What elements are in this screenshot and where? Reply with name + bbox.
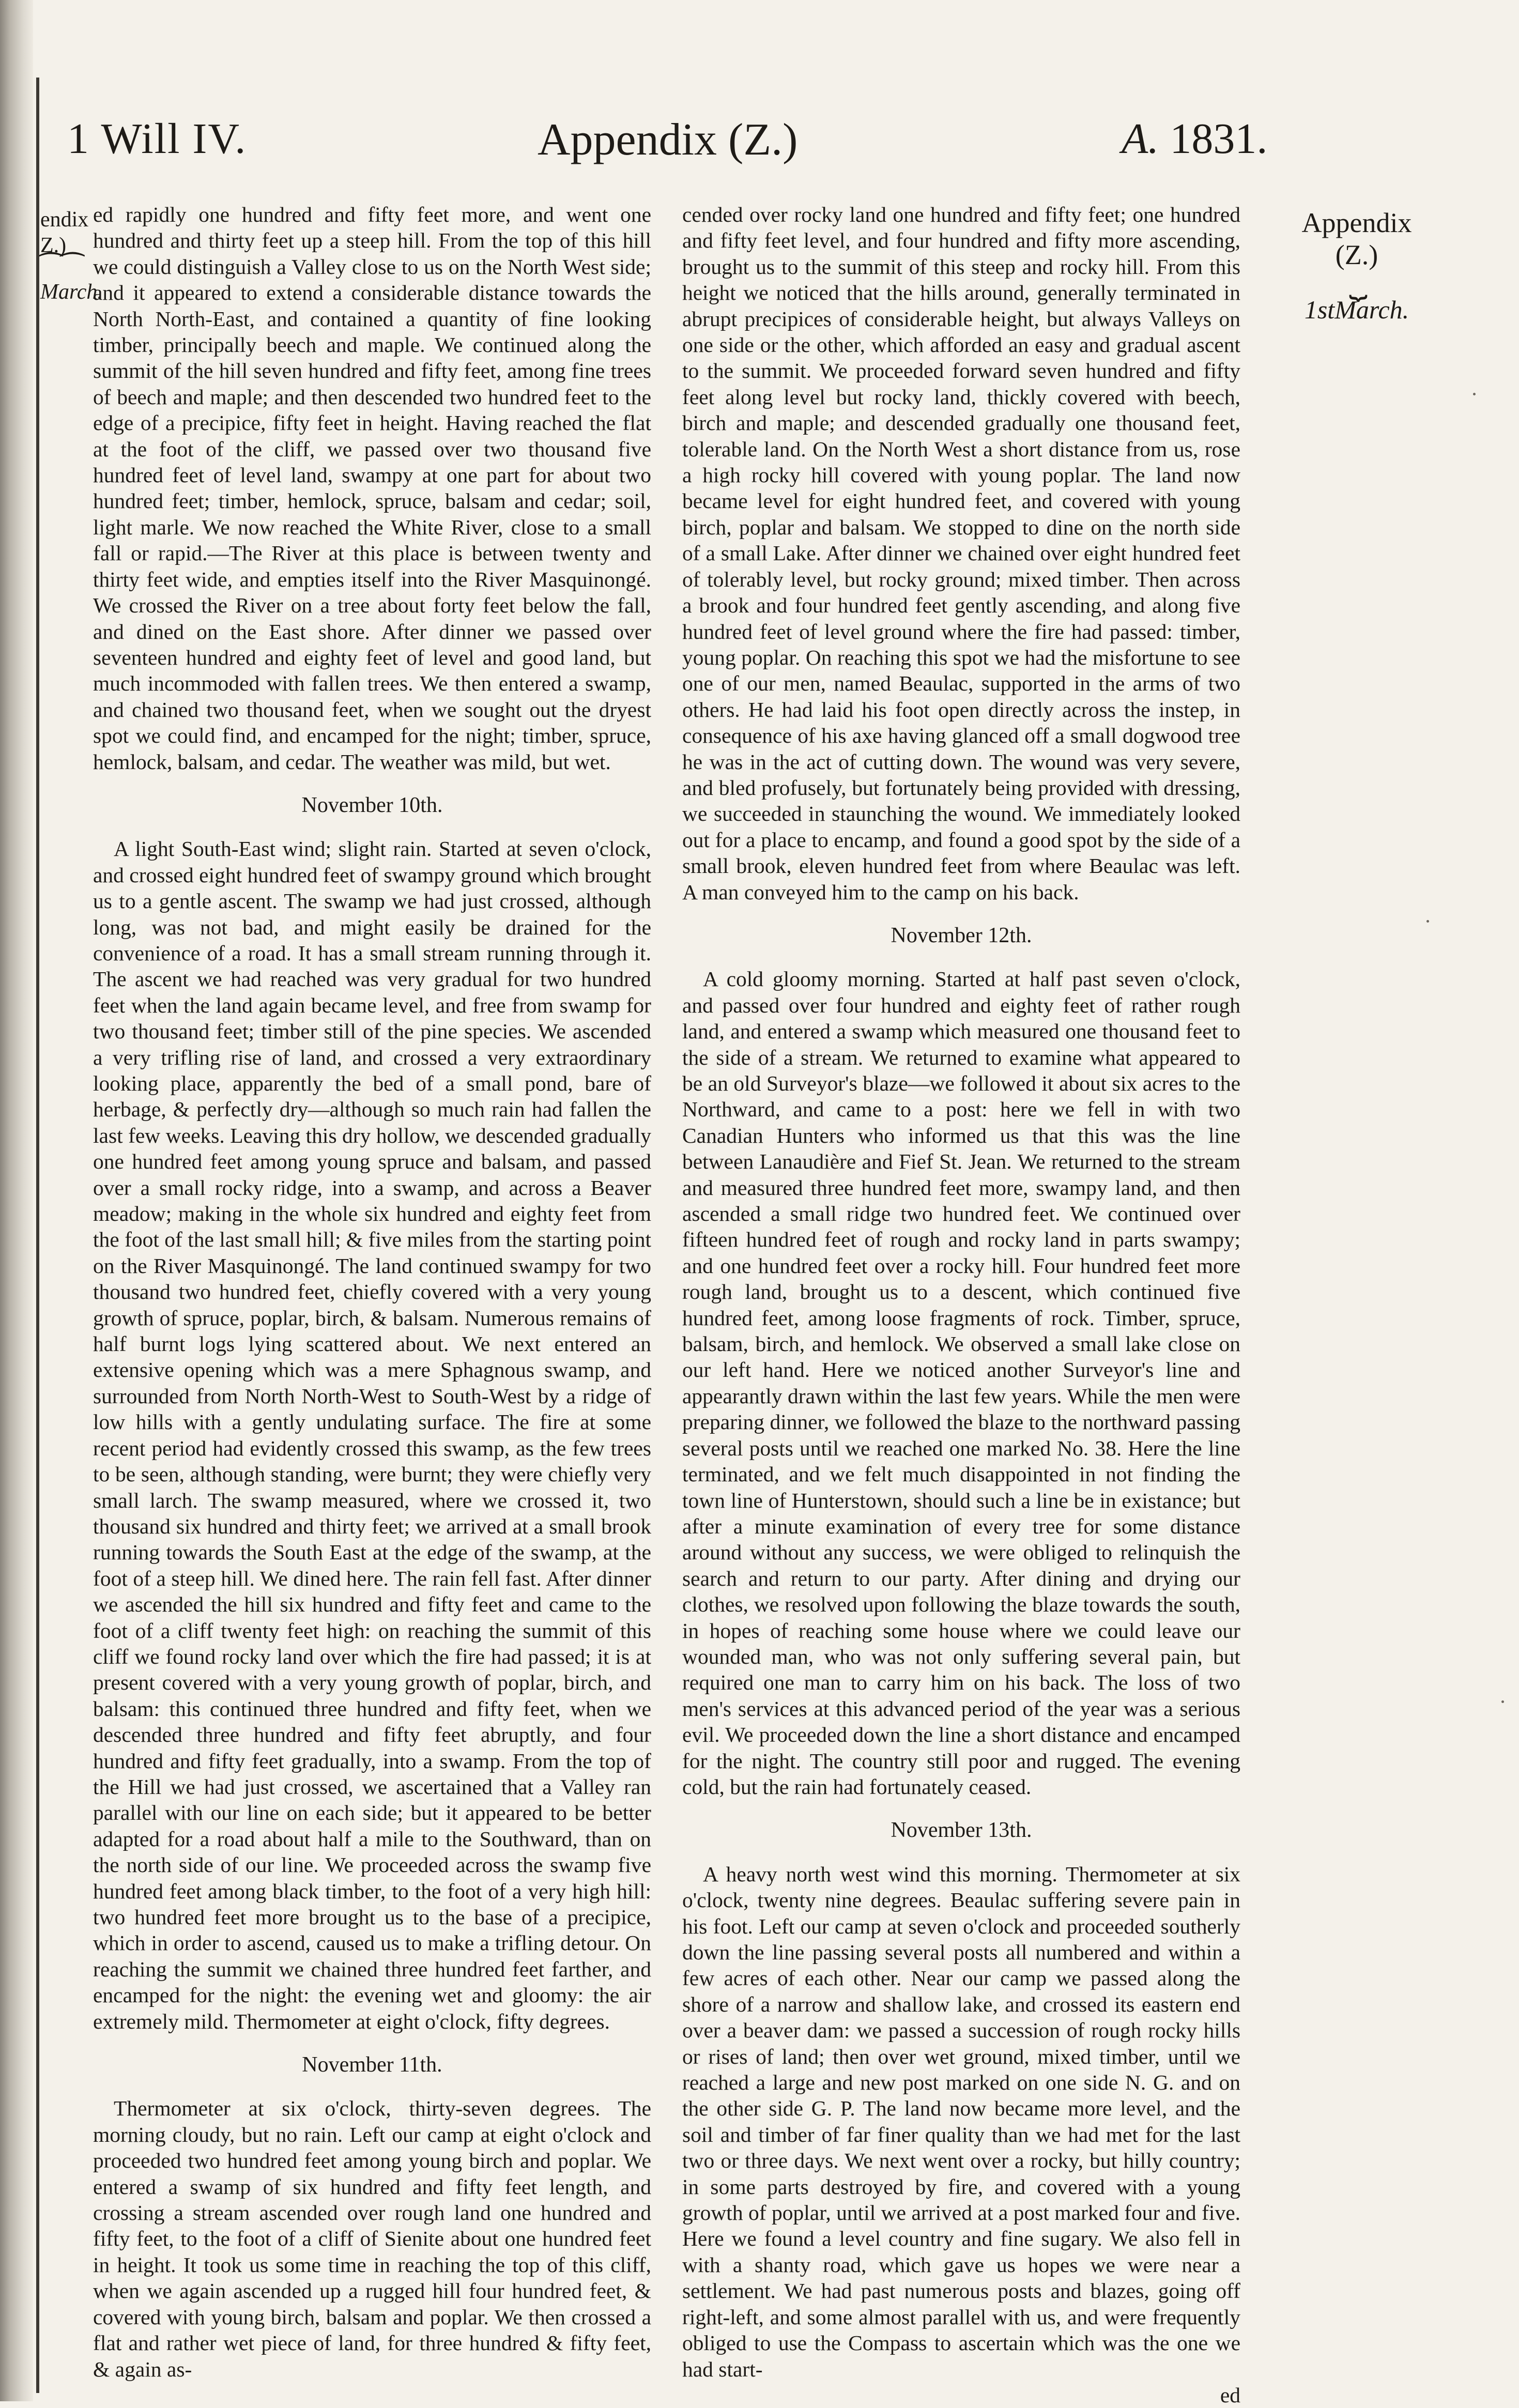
year-label xyxy=(1122,114,1267,164)
page-binding-edge xyxy=(0,0,33,2401)
regnal-year: 1 Will IV. xyxy=(67,115,247,163)
heading-november-13: November 13th. xyxy=(891,1818,1032,1843)
paragraph-nov12: A cold gloomy morning. Started at half past seven o'clock, and passed over four hundred and eighty feet of rather rough land, and entered a swamp which measured one thousand feet to the side of a stream. We returned to examine what appeared to be an old Surveyor's blaze—we followed it about six acres to the Northward, and came to a post: here we fell in with two Canadian Hunters who informed us that this was the line between Lanaudière and Fief St. Jean. We returned to the stream and measured three hundred feet more, swampy land, and then ascended a small ridge two hundred feet. We continued over fifteen hundred feet of rough and rocky land in parts swampy; and one hundred feet over a rocky hill. Four hundred feet more rough land, brought us to a descent, which continued five hundred feet, among loose fragments of rock. Timber, spruce, balsam, birch, and hemlock. We observed a small lake close on our left hand. Here we noticed another Surveyor's line and appearantly drawn within the last few years. While the men were preparing dinner, we followed the blaze to the northward passing several posts until we reached one marked No. 38. Here the line terminated, and we felt much disappointed in not finding the town line of Hunterstown, should such a line be in existance; but after a minute examination of every tree for some distance around without any success, we were obliged to relinquish the search and return to our party. After dining and drying our clothes, we resolved upon following the blaze towards the south, in hopes of reaching some house where we could leave our wounded man, who was not only suffering several pain, but required one man to carry him on his back. The loss of two men's services at this advanced period of the year was a serious evil. We proceeded down the line a short distance and encamped for the night. The country still poor and rugged. The evening cold, but the rain had fortunately ceased. xyxy=(682,967,1240,1799)
paragraph-nov13: A heavy north west wind this morning. Thermometer at six o'clock, twenty nine degrees. Beaulac suffering severe pain in his foot. Left our camp at seven o'clock and proceeded southerly down the line passing several posts all numbered and within a few acres of each other. Near our camp we passed along the shore of a narrow and shallow lake, and crossed its eastern end over a beaver dam: we passed a succession of rough rocky hills or rises of land; then over wet ground, mixed timber, until we reached a large and new post marked on one side N. G. and on the other side G. P. The land now became more level, and the soil and timber of far finer quality than we had met for the last two or three days. We next went over a rocky, but hilly country; in some parts destroyed by fire, and covered with a young growth of poplar, until we arrived at a post marked four and five. Here we found a level country and fine sugary. We also fell in with a shanty road, which gave us hopes we were near a settlement. We had past numerous posts and blazes, going off right-left, and some almost parallel with us, and were frequently obliged to use the Compass to ascertain which was the one we had start- xyxy=(682,1862,1240,2381)
left-margin-line-1: endix xyxy=(40,208,89,232)
appendix-title: Appendix (Z.) xyxy=(538,115,798,165)
paragraph-nov9-continued: ed rapidly one hundred and fifty feet more, and went one hundred and thirty feet up a steep hill. From the top of this hill we could distinguish a Valley close to us on the North West side; and it appeared to extend a considerable distance towards the North North-East, and contained a quantity of fine looking timber, principally beech and maple. We continued along the summit of the hill seven hundred and fifty feet, among fine trees of beech and maple; and then descended two hundred feet to the edge of a precipice, fifty feet in height. Having reached the flat at the foot of the cliff, we passed over two thousand five hundred feet of level land, swampy at one part for about two hundred feet; timber, hemlock, spruce, balsam and cedar; soil, light marle. We now reached the White River, close to a small fall or rapid.—The River at this place is between twenty and thirty feet wide, and empties itself into the River Masquinongé. We crossed the River on a tree about forty feet below the fall, and dined on the East shore. After dinner we passed over seventeen hundred and eighty feet of level and good land, but much incommoded with fallen trees. We then entered a swamp, and chained two thousand feet, when we sought out the dryest spot we could find, and encamped for the night; timber, spruce, hemlock, balsam, and cedar. The weather was mild, but wet. xyxy=(93,203,651,774)
paper-speck xyxy=(1501,1700,1504,1703)
left-column xyxy=(93,202,651,2382)
left-margin-line-2: Z.) xyxy=(40,234,67,257)
paper-speck xyxy=(1473,393,1476,395)
left-margin-line-4: March. xyxy=(40,280,103,304)
paragraph-nov10: A light South-East wind; slight rain. Started at seven o'clock, and crossed eight hundred feet of swampy ground which brought us to a gentle ascent. The swamp we had just crossed, although long, was not bad, and might easily be drained for the convenience of a road. It has a small stream running through it. The ascent we had reached was very gradual for two hundred feet when the land again became level, and free from swamp for two thousand feet; timber still of the pine species. We ascended a very trifling rise of land, and crossed a very extraordinary looking place, apparently the bed of a small pond, bare of herbage, & perfectly dry—although so much rain had fallen the last few weeks. Leaving this dry hollow, we descended gradually one hundred feet among young spruce and balsam, and passed over a small rocky ridge, into a swamp, and across a Beaver meadow; making in the whole six hundred and eighty feet from the foot of the last small hill; & five miles from the starting point on the River Masquinongé. The land continued swampy for two thousand two hundred feet, chiefly covered with a very young growth of spruce, poplar, birch, & balsam. Numerous remains of half burnt logs lying scattered about. We next entered an extensive opening which was a mere Sphagnous swamp, and surrounded from North North-West to South-West by a ridge of low hills with a gently undulating surface. The fire at some recent period had evidently crossed this swamp, as the few trees to be seen, although standing, were burnt; they were chiefly very small larch. The swamp measured, where we crossed it, two thousand six hundred and thirty feet; we arrived at a small brook running towards the South East at the edge of the swamp, at the foot of a steep hill. We dined here. The rain fell fast. After dinner we ascended the hill six hundred and fifty feet and came to the foot of a cliff twenty feet high: on reaching the summit of this cliff we found rocky land over which the fire had passed; it is at present covered with a very young growth of poplar, birch, and balsam: this continued three hundred and fifty feet, when we descended three hundred and fifty feet abruptly, and four hundred and fifty feet gradually, into a swamp. From the top of the Hill we had just crossed, we ascertained that a Valley ran parallel with our line on each side; but it appeared to be better adapted for a road about half a mile to the Southward, than on the north side of our line. We proceeded across the swamp five hundred feet among black timber, to the foot of a very high hill: two hundred feet more brought us to the base of a precipice, which in order to ascend, caused us to make a trifling detour. On reaching the summit we chained three hundred feet farther, and encamped for the night: the evening wet and gloomy: the air extremely mild. Thermometer at eight o'clock, fifty degrees. xyxy=(93,837,651,2033)
heading-november-12: November 12th. xyxy=(891,923,1032,947)
year-letter: A. xyxy=(1122,115,1159,163)
right-column xyxy=(682,202,1240,2408)
heading-november-10: November 10th. xyxy=(301,793,443,817)
paragraph-nov11: Thermometer at six o'clock, thirty-seven degrees. The morning cloudy, but no rain. Left our camp at eight o'clock and proceeded two hundred feet among young birch and poplar. We entered a swamp of six hundred and fifty feet length, and crossing a stream ascended over rough land one hundred and fifty feet, to the foot of a cliff of Sienite about one hundred feet in height. It took us some time in reaching the top of this cliff, when we again ascended up a rugged hill four hundred feet, & covered with young birch, balsam and poplar. We then crossed a flat and rather wet piece of land, for three hundred & fifty feet, & again as- xyxy=(93,2096,651,2381)
paragraph-nov11-continued: cended over rocky land one hundred and fifty feet; one hundred and fifty feet level, and four hundred and fifty more ascending, brought us to the summit of this steep and rocky hill. From this height we noticed that the hills around, generally terminated in abrupt precipices of considerable height, but always Valleys on one side or the other, which afforded an easy and gradual ascent to the summit. We proceeded forward seven hundred and fifty feet along level but rocky land, thickly covered with beech, birch and maple; and descended gradually one thousand feet, tolerable land. On the North West a short distance from us, rose a high rocky hill covered with young poplar. The land now became level for eight hundred feet, and covered with young birch, poplar and balsam. We stopped to dine on the north side of a small Lake. After dinner we chained over eight hundred feet of tolerably level, but rocky ground; mixed timber. Then across a brook and four hundred feet gently ascending, and along five hundred feet of level ground where the fire had passed: timber, young poplar. On reaching this spot we had the misfortune to see one of our men, named Beaulac, supported in the arms of two others. He had laid his foot open directly across the instep, in consequence of his axe having glanced off a small dogwood tree he was in the act of cutting down. The wound was very severe, and bled profusely, but fortunately being provided with dressing, we succeeded in staunching the wound. We immediately looked out for a place to encamp, and found a good spot by the side of a small brook, eleven hundred feet from where Beaulac was left. A man conveyed him to the camp on his back. xyxy=(682,203,1240,904)
right-margin-line-1: Appendix xyxy=(1301,207,1412,238)
paper-speck xyxy=(1426,920,1429,923)
left-margin-brace: ⁀⁀ xyxy=(40,254,84,283)
right-margin-line-2: (Z.) xyxy=(1335,239,1378,270)
catchword: ed xyxy=(1220,2383,1240,2407)
column-rule xyxy=(36,78,39,2393)
running-head xyxy=(0,114,1519,176)
year-number: 1831. xyxy=(1170,115,1268,163)
right-margin-line-3: 1stMarch. xyxy=(1304,295,1409,324)
heading-november-11: November 11th. xyxy=(302,2053,442,2077)
right-margin-brace: ⏟ xyxy=(1349,265,1364,299)
left-margin-note xyxy=(40,207,103,305)
right-margin-note xyxy=(1271,207,1442,326)
